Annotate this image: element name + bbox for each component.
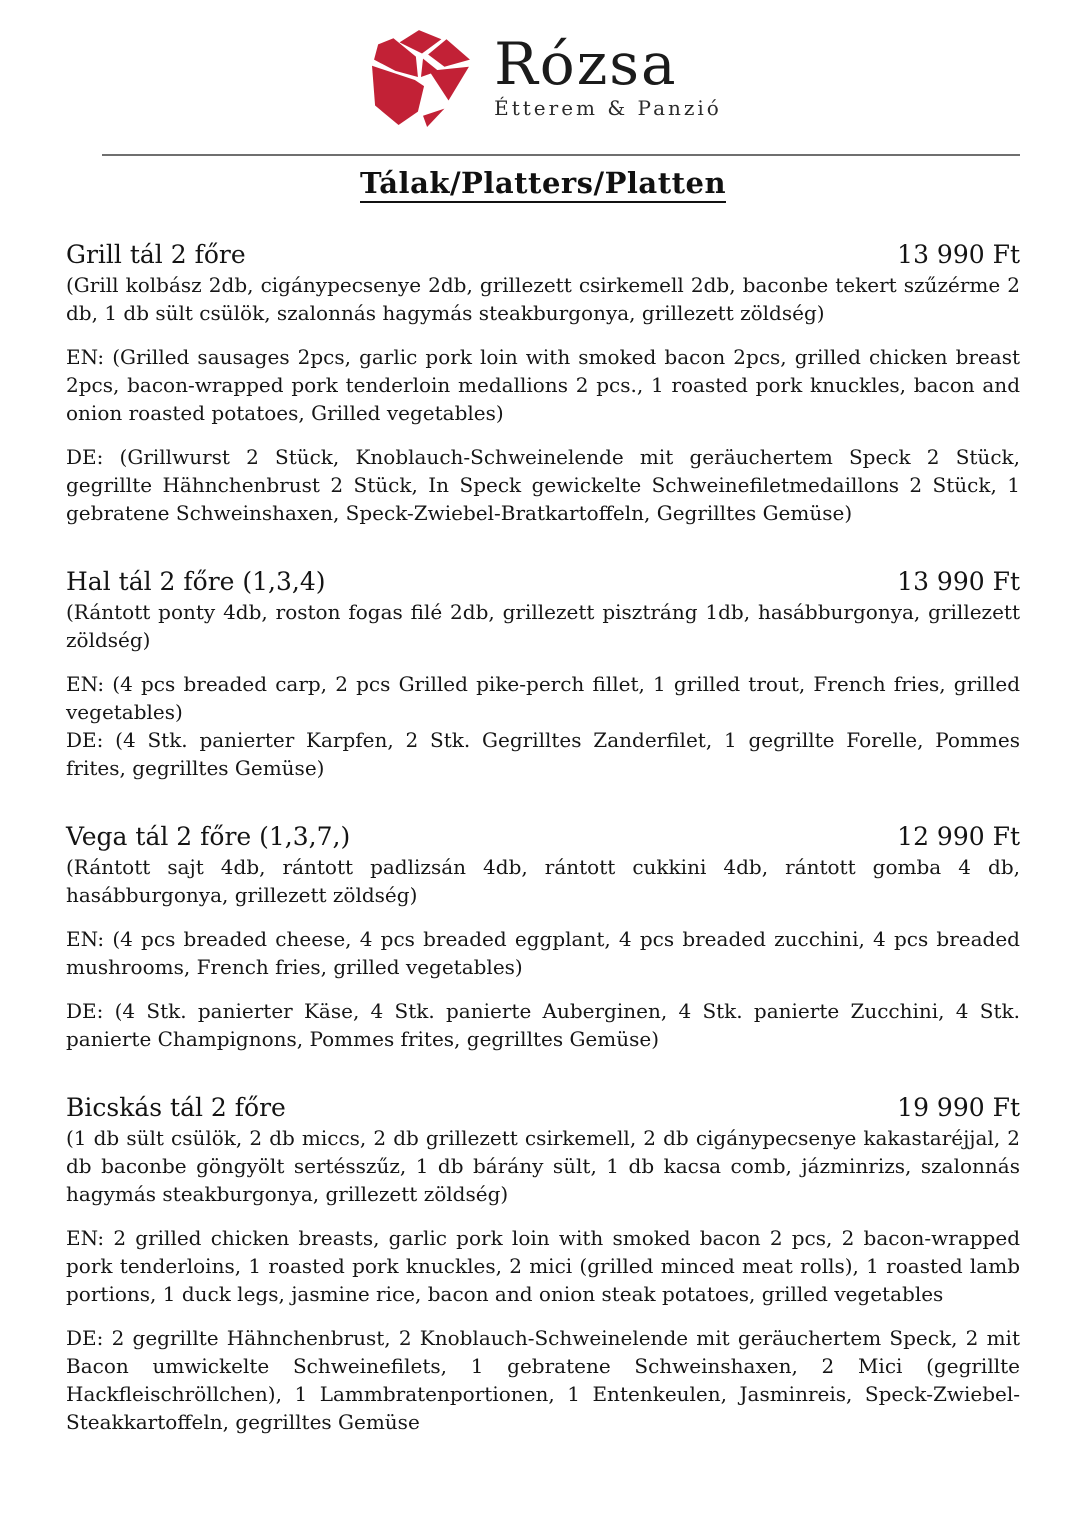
item-desc-en: EN: 2 grilled chicken breasts, garlic pork loin with smoked bacon 2 pcs, 2 bacon-wrapped pork tenderloins, 1 roasted pork knuckles, 2 mici (grilled minced meat rolls), 1 roasted lamb portions, 1 duck legs, jasmine rice, bacon and onion steak potatoes, grilled vegetables (66, 1226, 1020, 1306)
brand-text (494, 29, 722, 120)
item-desc-en: EN: (4 pcs breaded cheese, 4 pcs breaded eggplant, 4 pcs breaded zucchini, 4 pcs breaded mushrooms, French fries, grilled vegetables) (66, 927, 1020, 979)
brand-header (66, 26, 1020, 128)
item-name: Grill tál 2 főre (66, 240, 246, 269)
item-name: Vega tál 2 főre (1,3,7,) (66, 822, 351, 851)
item-head (66, 567, 1020, 596)
page-title (66, 166, 1020, 200)
menu-item-vega (66, 822, 1020, 1053)
rose-logo-icon (364, 26, 480, 128)
page-title-text: Tálak/Platters/Platten (360, 166, 726, 203)
item-desc-de: DE: (4 Stk. panierter Käse, 4 Stk. panierte Auberginen, 4 Stk. panierte Zucchini, 4 Stk. panierte Champignons, Pommes frites, gegrilltes Gemüse) (66, 999, 1020, 1051)
item-desc-hu: (Rántott sajt 4db, rántott padlizsán 4db, rántott cukkini 4db, rántott gomba 4 db, hasábburgonya, grillezett zöldség) (66, 855, 1020, 907)
item-desc-hu: (Grill kolbász 2db, cigánypecsenye 2db, grillezett csirkemell 2db, baconbe tekert szűzérme 2 db, 1 db sült csülök, szalonnás hagymás steakburgonya, grillezett zöldség) (66, 273, 1020, 325)
menu-item-grill (66, 240, 1020, 527)
item-desc-de: DE: 2 gegrillte Hähnchenbrust, 2 Knoblauch-Schweinelende mit geräuchertem Speck, 2 mit Bacon umwickelte Schweinefilets, 1 gebratene Schweinshaxen, 2 Mici (gegrillte Hackfleischröllchen), 1 Lammbratenportionen, 1 Entenkeulen, Jasminreis, Speck-Zwiebel-Steakkartoffeln, gegrilltes Gemüse (66, 1326, 1020, 1434)
menu-list (66, 240, 1020, 1436)
brand-subtitle: Étterem & Panzió (494, 95, 722, 120)
item-head (66, 240, 1020, 269)
item-name: Hal tál 2 főre (1,3,4) (66, 567, 326, 596)
item-price: 13 990 Ft (897, 567, 1020, 596)
item-desc-de: DE: (Grillwurst 2 Stück, Knoblauch-Schweinelende mit geräuchertem Speck 2 Stück, gegrillte Hähnchenbrust 2 Stück, In Speck gewickelte Schweinefiletmedaillons 2 Stück, 1 gebratene Schweinshaxen, Speck-Zwiebel-Bratkartoffeln, Gegrilltes Gemüse) (66, 445, 1020, 525)
item-price: 13 990 Ft (897, 240, 1020, 269)
item-head (66, 822, 1020, 851)
item-name: Bicskás tál 2 főre (66, 1093, 286, 1122)
item-desc-en: EN: (Grilled sausages 2pcs, garlic pork loin with smoked bacon 2pcs, grilled chicken breast 2pcs, bacon-wrapped pork tenderloin medallions 2 pcs., 1 roasted pork knuckles, bacon and onion roasted potatoes, Grilled vegetables) (66, 345, 1020, 425)
item-head (66, 1093, 1020, 1122)
item-desc-hu: (1 db sült csülök, 2 db miccs, 2 db grillezett csirkemell, 2 db cigánypecsenye kakastaréjjal, 2 db baconbe göngyölt sertésszűz, 1 db bárány sült, 1 db kacsa comb, jázminrizs, szalonnás hagymás steakburgonya, grillezett zöldség) (66, 1126, 1020, 1206)
item-price: 19 990 Ft (897, 1093, 1020, 1122)
menu-item-bicskas (66, 1093, 1020, 1436)
brand-name: Rózsa (494, 29, 678, 98)
item-price: 12 990 Ft (897, 822, 1020, 851)
item-desc-hu: (Rántott ponty 4db, roston fogas filé 2db, grillezett pisztráng 1db, hasábburgonya, grillezett zöldség) (66, 600, 1020, 652)
menu-item-hal (66, 567, 1020, 782)
item-desc-en: EN: (4 pcs breaded carp, 2 pcs Grilled pike-perch fillet, 1 grilled trout, French fries, grilled vegetables) (66, 672, 1020, 724)
header-divider (102, 154, 1020, 156)
item-desc-de: DE: (4 Stk. panierter Karpfen, 2 Stk. Gegrilltes Zanderfilet, 1 gegrillte Forelle, Pommes frites, gegrilltes Gemüse) (66, 728, 1020, 780)
